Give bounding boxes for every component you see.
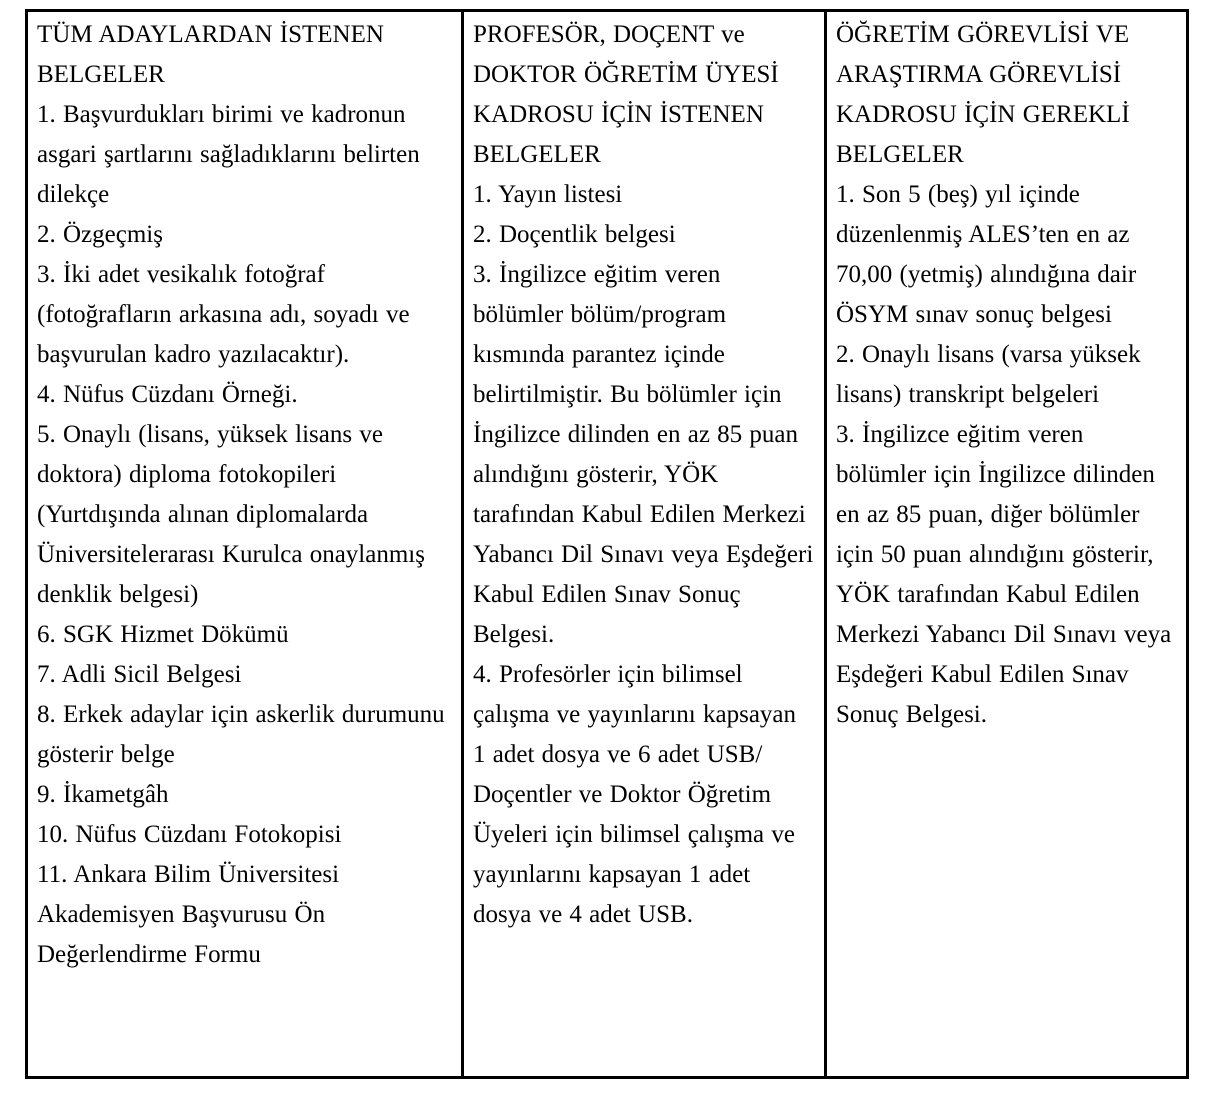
list-item: 1. Başvurdukları birimi ve kadronun asgari şartlarını sağladıklarını belirten dilekçe bbox=[37, 101, 420, 208]
list-item: 1. Son 5 (beş) yıl içinde düzenlenmiş ALES’ten en az 70,00 (yetmiş) alındığına dair ÖSYM sınav sonuç belgesi bbox=[836, 181, 1137, 328]
column-header: TÜM ADAYLARDAN İSTENEN BELGELER bbox=[37, 21, 384, 88]
column-header: PROFESÖR, DOÇENT ve DOKTOR ÖĞRETİM ÜYESİ KADROSU İÇİN İSTENEN BELGELER bbox=[473, 21, 779, 168]
list-item: 3. İngilizce eğitim veren bölümler bölüm/program kısmında parantez içinde belirtilmiştir. Bu bölümler için İngilizce dilinden en az 85 puan alındığını gösterir, YÖK tarafından Kabul Edilen Merkezi Yabancı Dil Sınavı veya Eşdeğeri Kabul Edilen Sınav Sonuç Belgesi. bbox=[473, 261, 814, 648]
required-documents-table bbox=[25, 9, 1189, 1079]
list-item: 11. Ankara Bilim Üniversitesi Akademisyen Başvurusu Ön Değerlendirme Formu bbox=[37, 861, 340, 968]
list-item: 9. İkametgâh bbox=[37, 781, 169, 808]
list-item: 2. Onaylı lisans (varsa yüksek lisans) transkript belgeleri bbox=[836, 341, 1141, 408]
list-item: 6. SGK Hizmet Dökümü bbox=[37, 621, 289, 648]
list-item: 7. Adli Sicil Belgesi bbox=[37, 661, 242, 688]
list-item: 10. Nüfus Cüzdanı Fotokopisi bbox=[37, 821, 342, 848]
list-item: 2. Doçentlik belgesi bbox=[473, 221, 676, 248]
list-item: 4. Profesörler için bilimsel çalışma ve yayınlarını kapsayan 1 adet dosya ve 6 adet USB/ Doçentler ve Doktor Öğretim Üyeleri için bilimsel çalışma ve yayınlarını kapsayan 1 adet dosya ve 4 adet USB. bbox=[473, 661, 797, 928]
column-professor-docent-doctor bbox=[461, 12, 824, 1076]
list-item: 1. Yayın listesi bbox=[473, 181, 623, 208]
list-item: 4. Nüfus Cüzdanı Örneği. bbox=[37, 381, 298, 408]
list-item: 3. İngilizce eğitim veren bölümler için İngilizce dilinden en az 85 puan, diğer bölümler için 50 puan alındığını gösterir, YÖK tarafından Kabul Edilen Merkezi Yabancı Dil Sınavı veya Eşdeğeri Kabul Edilen Sınav Sonuç Belgesi. bbox=[836, 421, 1172, 728]
column-lecturer-research-assistant bbox=[824, 12, 1186, 1076]
column-header: ÖĞRETİM GÖREVLİSİ VE ARAŞTIRMA GÖREVLİSİ KADROSU İÇİN GEREKLİ BELGELER bbox=[836, 21, 1130, 168]
list-item: 8. Erkek adaylar için askerlik durumunu gösterir belge bbox=[37, 701, 445, 768]
column-all-candidates bbox=[28, 12, 461, 1076]
list-item: 3. İki adet vesikalık fotoğraf (fotoğrafların arkasına adı, soyadı ve başvurulan kadro yazılacaktır). bbox=[37, 261, 410, 368]
list-item: 5. Onaylı (lisans, yüksek lisans ve doktora) diploma fotokopileri (Yurtdışında alınan diplomalarda Üniversitelerarası Kurulca onaylanmış denklik belgesi) bbox=[37, 421, 425, 608]
list-item: 2. Özgeçmiş bbox=[37, 221, 163, 248]
